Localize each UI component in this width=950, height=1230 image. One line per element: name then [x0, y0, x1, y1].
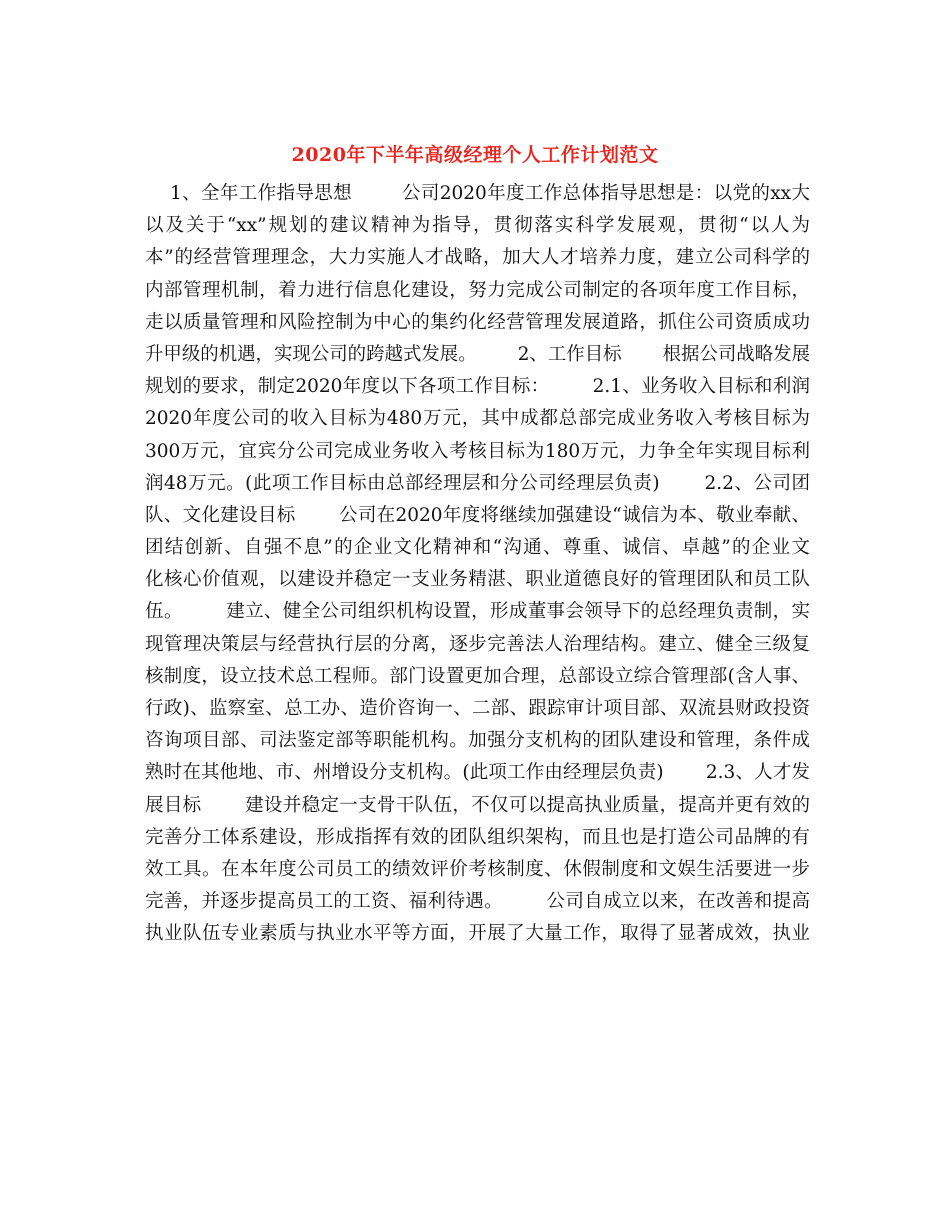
paragraph-line: 执业队伍专业素质与执业水平等方面，开展了大量工作，取得了显著成效，执业	[145, 923, 810, 945]
paragraph-line: 伍。 建立、健全公司组织机构设置，形成董事会领导下的总经理负责制，实	[145, 601, 810, 623]
document-body	[145, 178, 810, 951]
paragraph-line: 队、文化建设目标 公司在2020年度将继续加强建设“诚信为本、敬业奉献、	[145, 504, 810, 526]
paragraph-line: 完善，并逐步提高员工的工资、福利待遇。 公司自成立以来，在改善和提高	[145, 891, 810, 913]
paragraph-line: 以及关于“xx”规划的建议精神为指导，贯彻落实科学发展观，贯彻“以人为	[145, 215, 810, 237]
paragraph-line: 300万元，宜宾分公司完成业务收入考核目标为180万元，力争全年实现目标利	[145, 440, 810, 462]
paragraph-line: 2020年度公司的收入目标为480万元，其中成都总部完成业务收入考核目标为	[145, 408, 810, 430]
paragraph-line: 走以质量管理和风险控制为中心的集约化经营管理发展道路，抓住公司资质成功	[145, 311, 810, 333]
paragraph-line: 内部管理机制，着力进行信息化建设，努力完成公司制定的各项年度工作目标，	[145, 279, 810, 301]
paragraph-line: 1、全年工作指导思想 公司2020年度工作总体指导思想是：以党的xx大	[145, 183, 810, 204]
paragraph-line: 完善分工体系建设，形成指挥有效的团队组织架构，而且也是打造公司品牌的有	[145, 826, 810, 848]
paragraph-line: 本”的经营管理理念，大力实施人才战略，加大人才培养力度，建立公司科学的	[145, 247, 810, 269]
paragraph-line: 核制度，设立技术总工程师。部门设置更加合理，总部设立综合管理部(含人事、	[145, 665, 810, 687]
paragraph-line: 展目标 建设并稳定一支骨干队伍，不仅可以提高执业质量，提高并更有效的	[145, 794, 810, 816]
paragraph-line: 升甲级的机遇，实现公司的跨越式发展。 2、工作目标 根据公司战略发展	[145, 343, 810, 365]
paragraph-line: 润48万元。(此项工作目标由总部经理层和分公司经理层负责) 2.2、公司团	[145, 472, 810, 494]
paragraph-line: 化核心价值观，以建设并稳定一支业务精湛、职业道德良好的管理团队和员工队	[145, 569, 810, 591]
paragraph-line: 熟时在其他地、市、州增设分支机构。(此项工作由经理层负责) 2.3、人才发	[145, 762, 810, 784]
paragraph-line: 效工具。在本年度公司员工的绩效评价考核制度、休假制度和文娱生活要进一步	[145, 858, 810, 880]
paragraph-line: 团结创新、自强不息”的企业文化精神和“沟通、尊重、诚信、卓越”的企业文	[145, 537, 810, 559]
page-title: 2020年下半年高级经理个人工作计划范文	[291, 144, 659, 166]
paragraph-line: 行政)、监察室、总工办、造价咨询一、二部、跟踪审计项目部、双流县财政投资	[145, 698, 810, 719]
paragraph-line: 现管理决策层与经营执行层的分离，逐步完善法人治理结构。建立、健全三级复	[145, 633, 810, 655]
paragraph-line: 规划的要求，制定2020年度以下各项工作目标： 2.1、业务收入目标和利润	[145, 376, 810, 398]
paragraph-line: 咨询项目部、司法鉴定部等职能机构。加强分支机构的团队建设和管理，条件成	[145, 730, 810, 752]
